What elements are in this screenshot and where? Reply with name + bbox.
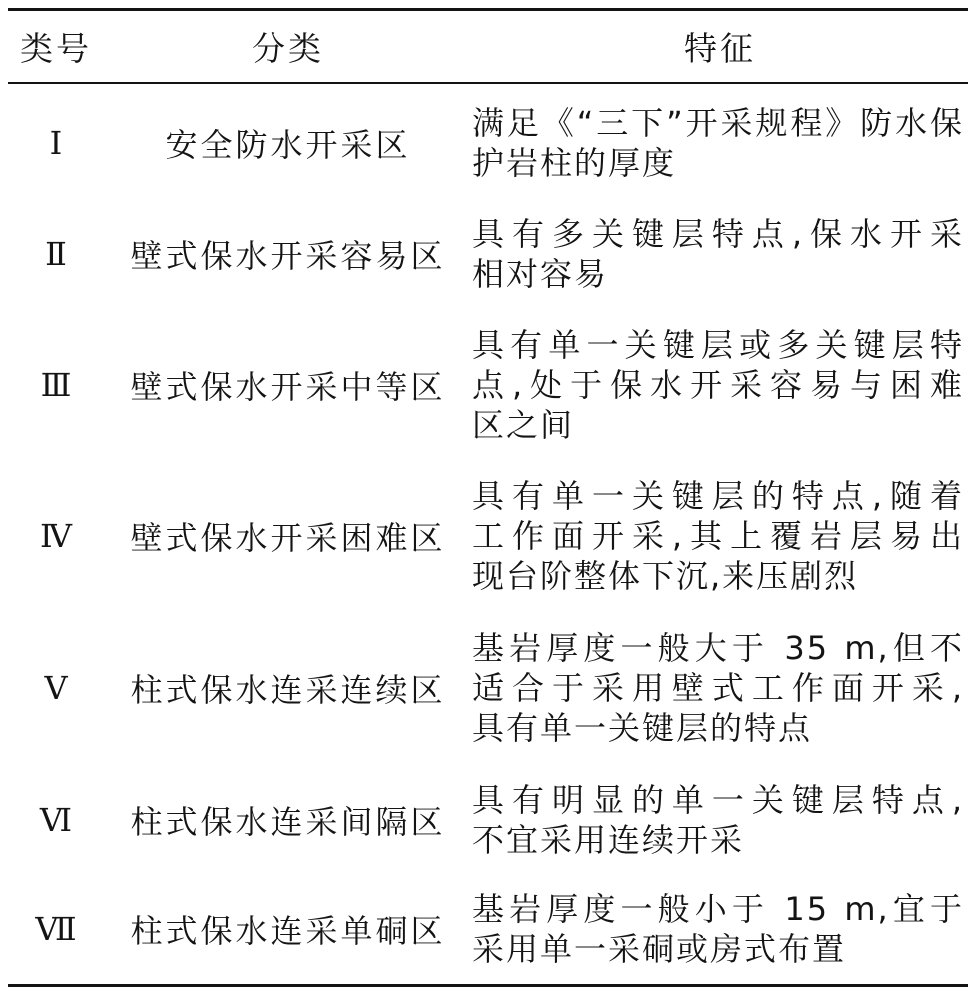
row-category: 壁式保水开采困难区 [130, 519, 446, 557]
feature-line: 区之间 [472, 406, 575, 444]
row-number: Ⅵ [39, 801, 73, 839]
table-row [8, 460, 968, 612]
row-number: Ⅶ [35, 910, 77, 948]
row-category: 安全防水开采区 [165, 126, 411, 164]
row-number: Ⅱ [45, 235, 67, 273]
table-row [8, 876, 968, 982]
feature-line: 具有单一关键层的特点,随着 [472, 477, 964, 515]
feature-line: 不宜采用连续开采 [472, 821, 745, 859]
row-feature [472, 460, 968, 612]
table-row [8, 198, 968, 310]
feature-line: 适合于采用壁式工作面开采, [472, 669, 964, 707]
table-row [8, 88, 968, 198]
feature-line: 基岩厚度一般小于 15 m,宜于 [472, 890, 964, 928]
feature-line: 相对容易 [472, 255, 609, 293]
table-bottom-rule [8, 984, 968, 987]
feature-line: 采用单一采硐或房式布置 [472, 930, 847, 968]
row-number: Ⅳ [40, 517, 72, 555]
header-feature: 特征 [684, 28, 756, 68]
feature-line: 工作面开采,其上覆岩层易出 [472, 517, 964, 555]
feature-line: 护岩柱的厚度 [472, 144, 677, 182]
table-header-rule [8, 82, 968, 84]
feature-line: 具有多关键层特点,保水开采 [472, 215, 964, 253]
feature-line: 具有明显的单一关键层特点, [472, 781, 964, 819]
feature-line: 具有单一关键层或多关键层特 [472, 326, 964, 364]
row-feature [472, 198, 968, 310]
table-row [8, 612, 968, 764]
row-number: Ⅴ [44, 669, 68, 707]
table-row [8, 310, 968, 460]
table-top-rule [8, 8, 968, 11]
row-number: Ⅲ [40, 366, 72, 404]
table-header [8, 12, 968, 80]
row-feature [472, 88, 968, 198]
row-feature [472, 612, 968, 764]
row-category: 壁式保水开采中等区 [130, 368, 446, 406]
feature-line: 点,处于保水开采容易与困难 [472, 366, 964, 404]
row-number: Ⅰ [49, 124, 63, 162]
row-category: 柱式保水连采单硐区 [130, 912, 446, 950]
row-category: 壁式保水开采容易区 [130, 237, 446, 275]
row-feature [472, 764, 968, 876]
feature-line: 满足《“三下”开采规程》防水保 [472, 104, 964, 142]
feature-line: 基岩厚度一般大于 35 m,但不 [472, 629, 964, 667]
header-category: 分类 [252, 28, 324, 68]
row-category: 柱式保水连采连续区 [130, 671, 446, 709]
classification-table [8, 0, 968, 994]
table-row [8, 764, 968, 876]
feature-line: 具有单一关键层的特点 [472, 709, 813, 747]
row-feature [472, 876, 968, 982]
header-number: 类号 [20, 28, 92, 68]
row-feature [472, 310, 968, 460]
table-body [8, 88, 968, 982]
feature-line: 现台阶整体下沉,来压剧烈 [472, 557, 859, 595]
row-category: 柱式保水连采间隔区 [130, 803, 446, 841]
